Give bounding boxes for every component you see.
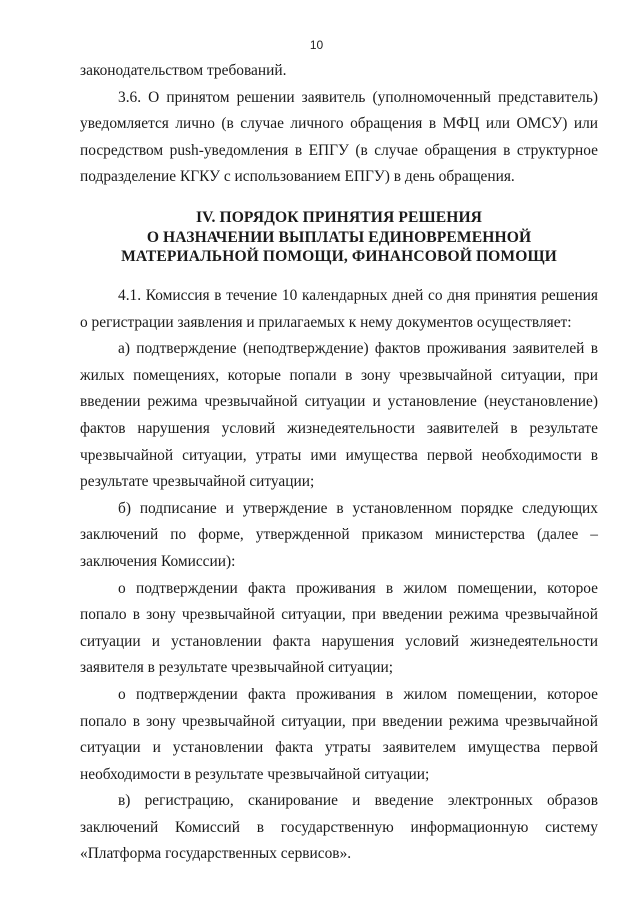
paragraph-item-v: в) регистрацию, сканирование и введение электронных образов заключений Комиссий в государственную информационную систему «Платформа государственных сервисов». <box>80 792 598 863</box>
paragraph-3-6: 3.6. О принятом решении заявитель (уполномоченный представитель) уведомляется лично (в случае личного обращения в МФЦ или ОМСУ) или посредством push-уведомления в ЕПГУ (в случае обращения в структурное подразделение КГКУ с использованием ЕПГУ) в день обращения. <box>80 88 598 186</box>
section-heading-line: МАТЕРИАЛЬНОЙ ПОМОЩИ, ФИНАНСОВОЙ ПОМОЩИ <box>121 248 557 266</box>
paragraph-conclusion-2: о подтверждении факта проживания в жилом помещении, которое попало в зону чрезвычайной ситуации, при введении режима чрезвычайной ситуации и установлении факта утраты заявителем имущества первой необходимости в результате чрезвычайной ситуации; <box>80 685 598 783</box>
paragraph-continuation: законодательством требований. <box>80 62 287 79</box>
paragraph-item-a: а) подтверждение (неподтверждение) фактов проживания заявителей в жилых помещениях, которые попали в зону чрезвычайной ситуации, при введении режима чрезвычайной ситуации и установление (неустановление) фактов нарушения условий жизнедеятельности заявителей в результате чрезвычайной ситуации, утраты ими имущества первой необходимости в результате чрезвычайной ситуации; <box>80 340 598 491</box>
paragraph-item-b: б) подписание и утверждение в установленном порядке следующих заключений по форме, утвержденной приказом министерства (далее – заключения Комиссии): <box>80 499 598 570</box>
page-number: 10 <box>309 38 324 52</box>
section-heading <box>80 208 598 267</box>
top-text-block <box>80 58 598 191</box>
section-heading-line: О НАЗНАЧЕНИИ ВЫПЛАТЫ ЕДИНОВРЕМЕННОЙ <box>146 228 532 246</box>
paragraph-conclusion-1: о подтверждении факта проживания в жилом помещении, которое попало в зону чрезвычайной ситуации, при введении режима чрезвычайной ситуации и установлении факта нарушения условий жизнедеятельности заявителя в результате чрезвычайной ситуации; <box>80 579 598 677</box>
main-text-block <box>80 283 598 868</box>
section-heading-line: IV. ПОРЯДОК ПРИНЯТИЯ РЕШЕНИЯ <box>195 209 483 226</box>
paragraph-4-1: 4.1. Комиссия в течение 10 календарных дней со дня принятия решения о регистрации заявления и прилагаемых к нему документов осуществляет: <box>80 287 598 331</box>
